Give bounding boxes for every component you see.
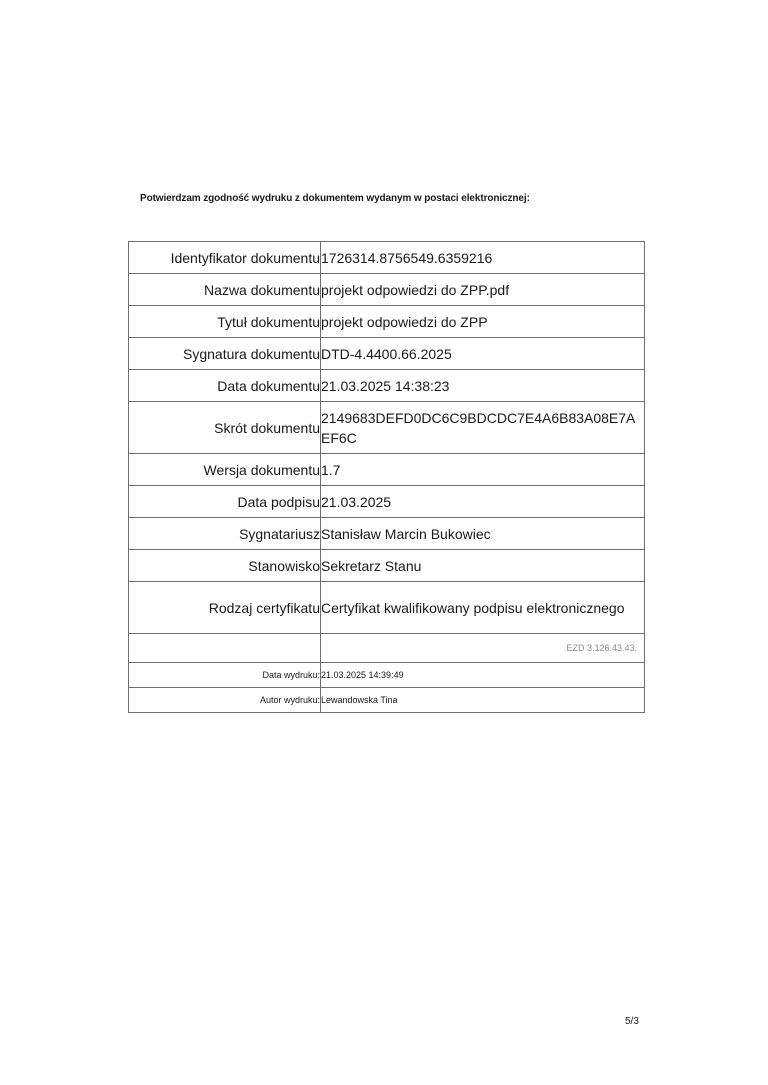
table-row bbox=[129, 688, 645, 713]
label-document-hash: Skrót dokumentu bbox=[129, 402, 321, 454]
label-document-date: Data dokumentu bbox=[129, 370, 321, 402]
value-document-date: 21.03.2025 14:38:23 bbox=[321, 370, 645, 402]
table-row bbox=[129, 242, 645, 274]
label-document-version: Wersja dokumentu bbox=[129, 454, 321, 486]
label-certificate-type: Rodzaj certyfikatu bbox=[129, 582, 321, 634]
value-document-version: 1.7 bbox=[321, 454, 645, 486]
value-print-date: 21.03.2025 14:39:49 bbox=[321, 663, 645, 688]
table-row bbox=[129, 306, 645, 338]
value-signing-date: 21.03.2025 bbox=[321, 486, 645, 518]
value-document-hash: 2149683DEFD0DC6C9BDCDC7E4A6B83A08E7AEF6C bbox=[321, 402, 645, 454]
value-document-title: projekt odpowiedzi do ZPP bbox=[321, 306, 645, 338]
table-row bbox=[129, 338, 645, 370]
label-document-signature: Sygnatura dokumentu bbox=[129, 338, 321, 370]
table-row bbox=[129, 370, 645, 402]
table-row bbox=[129, 518, 645, 550]
value-position: Sekretarz Stanu bbox=[321, 550, 645, 582]
label-signing-date: Data podpisu bbox=[129, 486, 321, 518]
label-document-name: Nazwa dokumentu bbox=[129, 274, 321, 306]
table-row bbox=[129, 582, 645, 634]
value-document-signature: DTD-4.4400.66.2025 bbox=[321, 338, 645, 370]
value-document-name: projekt odpowiedzi do ZPP.pdf bbox=[321, 274, 645, 306]
table-row bbox=[129, 486, 645, 518]
label-signatory: Sygnatariusz bbox=[129, 518, 321, 550]
empty-cell bbox=[129, 634, 321, 663]
label-print-author: Autor wydruku: bbox=[129, 688, 321, 713]
table-row bbox=[129, 663, 645, 688]
label-document-title: Tytuł dokumentu bbox=[129, 306, 321, 338]
label-position: Stanowisko bbox=[129, 550, 321, 582]
label-print-date: Data wydruku: bbox=[129, 663, 321, 688]
value-document-id: 1726314.8756549.6359216 bbox=[321, 242, 645, 274]
value-print-author: Lewandowska Tina bbox=[321, 688, 645, 713]
value-signatory: Stanisław Marcin Bukowiec bbox=[321, 518, 645, 550]
table-row bbox=[129, 274, 645, 306]
table-row bbox=[129, 402, 645, 454]
document-metadata-table bbox=[128, 241, 645, 713]
value-certificate-type: Certyfikat kwalifikowany podpisu elektronicznego bbox=[321, 582, 645, 634]
page-number: 5/3 bbox=[625, 1016, 639, 1027]
ezd-version: EZD 3.126.43.43. bbox=[321, 634, 645, 663]
table-row bbox=[129, 634, 645, 663]
label-document-id: Identyfikator dokumentu bbox=[129, 242, 321, 274]
table-row bbox=[129, 550, 645, 582]
table-row bbox=[129, 454, 645, 486]
confirmation-heading: Potwierdzam zgodność wydruku z dokumentem wydanym w postaci elektronicznej: bbox=[140, 193, 530, 204]
